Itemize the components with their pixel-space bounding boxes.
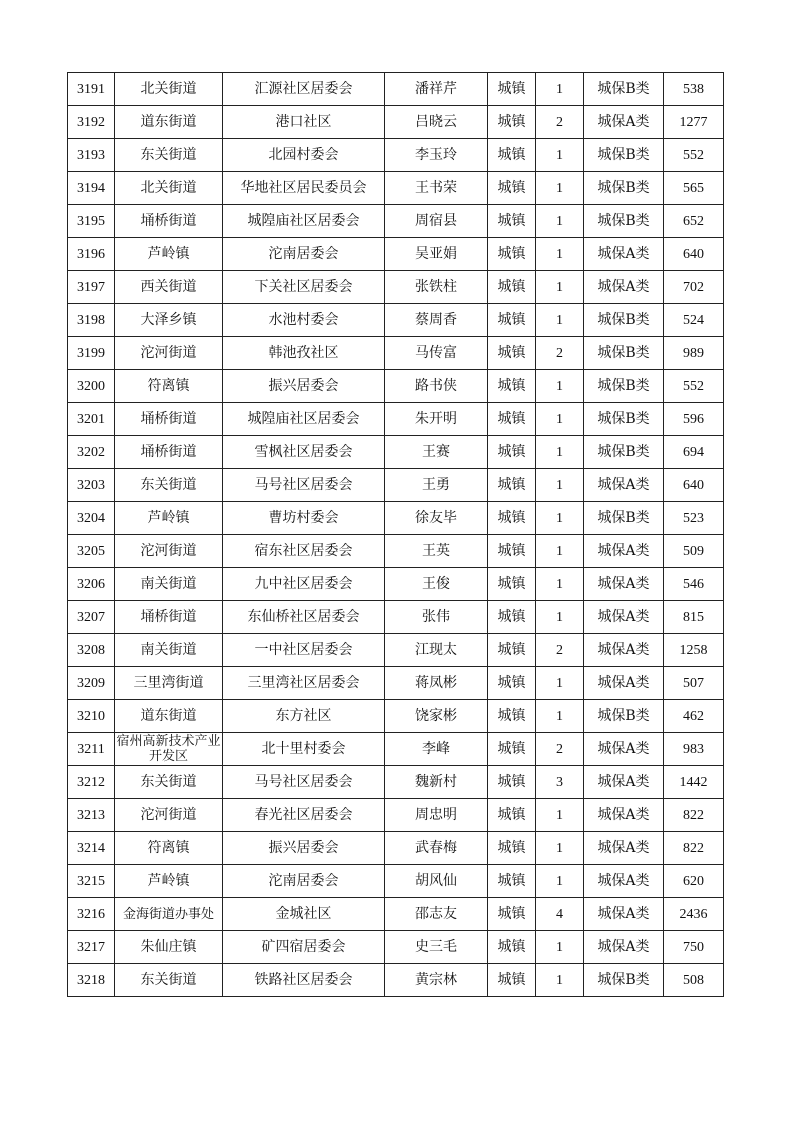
- cell-insurance-class: 城保A类: [584, 733, 664, 766]
- table-row: [68, 370, 724, 403]
- cell-person-name: 黄宗林: [385, 964, 488, 997]
- table-row: [68, 931, 724, 964]
- cell-row-number: 3205: [68, 535, 115, 568]
- cell-amount: 822: [664, 832, 724, 865]
- cell-row-number: 3204: [68, 502, 115, 535]
- cell-person-name: 李峰: [385, 733, 488, 766]
- cell-person-name: 王赛: [385, 436, 488, 469]
- cell-person-name: 蒋凤彬: [385, 667, 488, 700]
- cell-amount: 546: [664, 568, 724, 601]
- cell-street-office: 符离镇: [115, 832, 223, 865]
- cell-amount: 596: [664, 403, 724, 436]
- cell-area-type: 城镇: [488, 106, 536, 139]
- cell-community: 振兴居委会: [223, 832, 385, 865]
- cell-person-name: 吕晓云: [385, 106, 488, 139]
- cell-row-number: 3197: [68, 271, 115, 304]
- cell-area-type: 城镇: [488, 667, 536, 700]
- cell-amount: 552: [664, 139, 724, 172]
- cell-amount: 508: [664, 964, 724, 997]
- cell-household-count: 1: [536, 700, 584, 733]
- cell-amount: 507: [664, 667, 724, 700]
- cell-row-number: 3214: [68, 832, 115, 865]
- cell-community: 城隍庙社区居委会: [223, 403, 385, 436]
- cell-person-name: 李玉玲: [385, 139, 488, 172]
- cell-community: 振兴居委会: [223, 370, 385, 403]
- cell-area-type: 城镇: [488, 733, 536, 766]
- cell-amount: 989: [664, 337, 724, 370]
- cell-street-office: 芦岭镇: [115, 238, 223, 271]
- cell-community: 铁路社区居委会: [223, 964, 385, 997]
- cell-household-count: 3: [536, 766, 584, 799]
- cell-row-number: 3216: [68, 898, 115, 931]
- cell-amount: 462: [664, 700, 724, 733]
- cell-area-type: 城镇: [488, 865, 536, 898]
- cell-household-count: 1: [536, 601, 584, 634]
- cell-street-office: 东关街道: [115, 766, 223, 799]
- cell-household-count: 2: [536, 106, 584, 139]
- cell-street-office: 埇桥街道: [115, 601, 223, 634]
- cell-amount: 620: [664, 865, 724, 898]
- cell-row-number: 3203: [68, 469, 115, 502]
- cell-street-office: 芦岭镇: [115, 502, 223, 535]
- cell-community: 宿东社区居委会: [223, 535, 385, 568]
- cell-household-count: 1: [536, 832, 584, 865]
- cell-insurance-class: 城保B类: [584, 205, 664, 238]
- table-row: [68, 502, 724, 535]
- cell-row-number: 3195: [68, 205, 115, 238]
- cell-insurance-class: 城保A类: [584, 898, 664, 931]
- table-row: [68, 205, 724, 238]
- cell-community: 矿四宿居委会: [223, 931, 385, 964]
- cell-area-type: 城镇: [488, 568, 536, 601]
- cell-person-name: 王英: [385, 535, 488, 568]
- cell-street-office: 沱河街道: [115, 535, 223, 568]
- cell-person-name: 王俊: [385, 568, 488, 601]
- cell-area-type: 城镇: [488, 304, 536, 337]
- cell-household-count: 2: [536, 337, 584, 370]
- cell-area-type: 城镇: [488, 238, 536, 271]
- table-row: [68, 700, 724, 733]
- cell-area-type: 城镇: [488, 271, 536, 304]
- cell-street-office: 北关街道: [115, 73, 223, 106]
- cell-street-office: 埇桥街道: [115, 436, 223, 469]
- cell-community: 三里湾社区居委会: [223, 667, 385, 700]
- cell-household-count: 1: [536, 436, 584, 469]
- cell-row-number: 3213: [68, 799, 115, 832]
- cell-amount: 523: [664, 502, 724, 535]
- cell-person-name: 路书侠: [385, 370, 488, 403]
- cell-row-number: 3206: [68, 568, 115, 601]
- cell-area-type: 城镇: [488, 139, 536, 172]
- cell-community: 马号社区居委会: [223, 766, 385, 799]
- cell-household-count: 1: [536, 667, 584, 700]
- cell-row-number: 3202: [68, 436, 115, 469]
- cell-insurance-class: 城保A类: [584, 799, 664, 832]
- cell-community: 城隍庙社区居委会: [223, 205, 385, 238]
- cell-community: 东仙桥社区居委会: [223, 601, 385, 634]
- cell-street-office: 西关街道: [115, 271, 223, 304]
- cell-street-office: 南关街道: [115, 568, 223, 601]
- cell-row-number: 3192: [68, 106, 115, 139]
- cell-community: 北十里村委会: [223, 733, 385, 766]
- cell-row-number: 3200: [68, 370, 115, 403]
- cell-amount: 538: [664, 73, 724, 106]
- table-row: [68, 799, 724, 832]
- cell-household-count: 2: [536, 733, 584, 766]
- cell-household-count: 1: [536, 865, 584, 898]
- cell-insurance-class: 城保A类: [584, 931, 664, 964]
- cell-street-office: 东关街道: [115, 139, 223, 172]
- cell-person-name: 王勇: [385, 469, 488, 502]
- cell-street-office: 南关街道: [115, 634, 223, 667]
- cell-amount: 509: [664, 535, 724, 568]
- table-row: [68, 139, 724, 172]
- table-row: [68, 106, 724, 139]
- cell-person-name: 魏新村: [385, 766, 488, 799]
- cell-community: 韩池孜社区: [223, 337, 385, 370]
- cell-amount: 822: [664, 799, 724, 832]
- cell-row-number: 3215: [68, 865, 115, 898]
- table-row: [68, 733, 724, 766]
- cell-street-office: 三里湾街道: [115, 667, 223, 700]
- cell-insurance-class: 城保A类: [584, 238, 664, 271]
- cell-insurance-class: 城保A类: [584, 535, 664, 568]
- cell-person-name: 吴亚娟: [385, 238, 488, 271]
- table-row: [68, 766, 724, 799]
- table-row: [68, 634, 724, 667]
- cell-street-office: 符离镇: [115, 370, 223, 403]
- cell-person-name: 张铁柱: [385, 271, 488, 304]
- cell-area-type: 城镇: [488, 766, 536, 799]
- cell-row-number: 3201: [68, 403, 115, 436]
- cell-amount: 2436: [664, 898, 724, 931]
- cell-street-office: 道东街道: [115, 700, 223, 733]
- cell-area-type: 城镇: [488, 964, 536, 997]
- cell-street-office: 埇桥街道: [115, 205, 223, 238]
- cell-street-office: 沱河街道: [115, 799, 223, 832]
- cell-area-type: 城镇: [488, 469, 536, 502]
- cell-insurance-class: 城保A类: [584, 634, 664, 667]
- table-body: [68, 73, 724, 997]
- cell-area-type: 城镇: [488, 370, 536, 403]
- table-row: [68, 865, 724, 898]
- cell-area-type: 城镇: [488, 337, 536, 370]
- table-row: [68, 898, 724, 931]
- cell-insurance-class: 城保A类: [584, 667, 664, 700]
- table-row: [68, 568, 724, 601]
- cell-person-name: 徐友毕: [385, 502, 488, 535]
- cell-amount: 524: [664, 304, 724, 337]
- cell-area-type: 城镇: [488, 172, 536, 205]
- cell-area-type: 城镇: [488, 403, 536, 436]
- cell-area-type: 城镇: [488, 502, 536, 535]
- cell-insurance-class: 城保B类: [584, 304, 664, 337]
- cell-community: 港口社区: [223, 106, 385, 139]
- cell-area-type: 城镇: [488, 931, 536, 964]
- cell-amount: 1258: [664, 634, 724, 667]
- cell-person-name: 蔡周香: [385, 304, 488, 337]
- cell-area-type: 城镇: [488, 832, 536, 865]
- cell-area-type: 城镇: [488, 535, 536, 568]
- cell-person-name: 王书荣: [385, 172, 488, 205]
- table-row: [68, 403, 724, 436]
- cell-person-name: 武春梅: [385, 832, 488, 865]
- cell-community: 九中社区居委会: [223, 568, 385, 601]
- cell-row-number: 3212: [68, 766, 115, 799]
- table-row: [68, 469, 724, 502]
- cell-household-count: 1: [536, 931, 584, 964]
- cell-person-name: 潘祥芹: [385, 73, 488, 106]
- cell-street-office: 宿州高新技术产业开发区: [116, 734, 221, 764]
- cell-row-number: 3211: [68, 733, 115, 766]
- cell-household-count: 2: [536, 634, 584, 667]
- cell-insurance-class: 城保A类: [584, 271, 664, 304]
- cell-household-count: 1: [536, 568, 584, 601]
- cell-insurance-class: 城保A类: [584, 865, 664, 898]
- cell-row-number: 3208: [68, 634, 115, 667]
- table-row: [68, 832, 724, 865]
- cell-street-office: 东关街道: [115, 469, 223, 502]
- cell-community: 东方社区: [223, 700, 385, 733]
- table-row: [68, 304, 724, 337]
- table-row: [68, 436, 724, 469]
- cell-household-count: 1: [536, 73, 584, 106]
- cell-street-office: 北关街道: [115, 172, 223, 205]
- cell-community: 雪枫社区居委会: [223, 436, 385, 469]
- cell-person-name: 史三毛: [385, 931, 488, 964]
- cell-amount: 815: [664, 601, 724, 634]
- cell-insurance-class: 城保A类: [584, 832, 664, 865]
- cell-amount: 1277: [664, 106, 724, 139]
- cell-community: 华地社区居民委员会: [223, 172, 385, 205]
- table-row: [68, 238, 724, 271]
- cell-person-name: 周宿县: [385, 205, 488, 238]
- table-row: [68, 73, 724, 106]
- cell-amount: 565: [664, 172, 724, 205]
- table-row: [68, 667, 724, 700]
- cell-insurance-class: 城保A类: [584, 568, 664, 601]
- table-row: [68, 964, 724, 997]
- cell-insurance-class: 城保A类: [584, 106, 664, 139]
- cell-community: 汇源社区居委会: [223, 73, 385, 106]
- cell-amount: 702: [664, 271, 724, 304]
- cell-household-count: 1: [536, 535, 584, 568]
- cell-household-count: 1: [536, 502, 584, 535]
- cell-row-number: 3198: [68, 304, 115, 337]
- cell-street-office: 埇桥街道: [115, 403, 223, 436]
- cell-street-office: 芦岭镇: [115, 865, 223, 898]
- cell-amount: 750: [664, 931, 724, 964]
- cell-household-count: 1: [536, 370, 584, 403]
- cell-community: 曹坊村委会: [223, 502, 385, 535]
- cell-row-number: 3217: [68, 931, 115, 964]
- cell-community: 水池村委会: [223, 304, 385, 337]
- cell-community: 北园村委会: [223, 139, 385, 172]
- cell-insurance-class: 城保B类: [584, 370, 664, 403]
- cell-community: 下关社区居委会: [223, 271, 385, 304]
- table-row: [68, 172, 724, 205]
- cell-community: 一中社区居委会: [223, 634, 385, 667]
- cell-insurance-class: 城保B类: [584, 403, 664, 436]
- cell-street-office: 道东街道: [115, 106, 223, 139]
- cell-person-name: 饶家彬: [385, 700, 488, 733]
- cell-area-type: 城镇: [488, 601, 536, 634]
- cell-person-name: 张伟: [385, 601, 488, 634]
- cell-amount: 552: [664, 370, 724, 403]
- cell-amount: 640: [664, 469, 724, 502]
- cell-row-number: 3193: [68, 139, 115, 172]
- cell-amount: 1442: [664, 766, 724, 799]
- cell-community: 沱南居委会: [223, 238, 385, 271]
- cell-row-number: 3209: [68, 667, 115, 700]
- cell-area-type: 城镇: [488, 700, 536, 733]
- cell-area-type: 城镇: [488, 205, 536, 238]
- cell-household-count: 1: [536, 964, 584, 997]
- cell-insurance-class: 城保B类: [584, 73, 664, 106]
- cell-community: 金城社区: [223, 898, 385, 931]
- table-row: [68, 271, 724, 304]
- cell-street-office: 朱仙庄镇: [115, 931, 223, 964]
- cell-person-name: 胡风仙: [385, 865, 488, 898]
- cell-amount: 694: [664, 436, 724, 469]
- cell-row-number: 3196: [68, 238, 115, 271]
- cell-row-number: 3194: [68, 172, 115, 205]
- cell-person-name: 周忠明: [385, 799, 488, 832]
- cell-person-name: 邵志友: [385, 898, 488, 931]
- cell-household-count: 1: [536, 172, 584, 205]
- cell-area-type: 城镇: [488, 436, 536, 469]
- cell-household-count: 1: [536, 799, 584, 832]
- cell-household-count: 1: [536, 469, 584, 502]
- cell-community: 马号社区居委会: [223, 469, 385, 502]
- cell-street-office: 大泽乡镇: [115, 304, 223, 337]
- cell-person-name: 江现太: [385, 634, 488, 667]
- cell-street-office: 东关街道: [115, 964, 223, 997]
- cell-row-number: 3218: [68, 964, 115, 997]
- cell-area-type: 城镇: [488, 898, 536, 931]
- cell-insurance-class: 城保B类: [584, 964, 664, 997]
- cell-household-count: 1: [536, 238, 584, 271]
- cell-household-count: 1: [536, 304, 584, 337]
- cell-household-count: 1: [536, 139, 584, 172]
- cell-insurance-class: 城保A类: [584, 601, 664, 634]
- cell-area-type: 城镇: [488, 634, 536, 667]
- cell-insurance-class: 城保A类: [584, 469, 664, 502]
- cell-household-count: 1: [536, 403, 584, 436]
- cell-row-number: 3199: [68, 337, 115, 370]
- cell-insurance-class: 城保B类: [584, 700, 664, 733]
- records-table: [67, 72, 724, 997]
- cell-amount: 983: [664, 733, 724, 766]
- table-row: [68, 601, 724, 634]
- cell-area-type: 城镇: [488, 73, 536, 106]
- cell-insurance-class: 城保B类: [584, 172, 664, 205]
- cell-area-type: 城镇: [488, 799, 536, 832]
- table-row: [68, 337, 724, 370]
- cell-row-number: 3207: [68, 601, 115, 634]
- cell-row-number: 3210: [68, 700, 115, 733]
- cell-person-name: 朱开明: [385, 403, 488, 436]
- cell-household-count: 1: [536, 271, 584, 304]
- cell-insurance-class: 城保A类: [584, 766, 664, 799]
- cell-street-office: 金海街道办事处: [115, 898, 223, 931]
- cell-insurance-class: 城保B类: [584, 502, 664, 535]
- cell-community: 沱南居委会: [223, 865, 385, 898]
- cell-community: 春光社区居委会: [223, 799, 385, 832]
- cell-street-office: 沱河街道: [115, 337, 223, 370]
- table-row: [68, 535, 724, 568]
- cell-insurance-class: 城保B类: [584, 337, 664, 370]
- cell-amount: 652: [664, 205, 724, 238]
- cell-household-count: 4: [536, 898, 584, 931]
- cell-person-name: 马传富: [385, 337, 488, 370]
- cell-row-number: 3191: [68, 73, 115, 106]
- cell-household-count: 1: [536, 205, 584, 238]
- cell-insurance-class: 城保B类: [584, 436, 664, 469]
- cell-insurance-class: 城保B类: [584, 139, 664, 172]
- cell-amount: 640: [664, 238, 724, 271]
